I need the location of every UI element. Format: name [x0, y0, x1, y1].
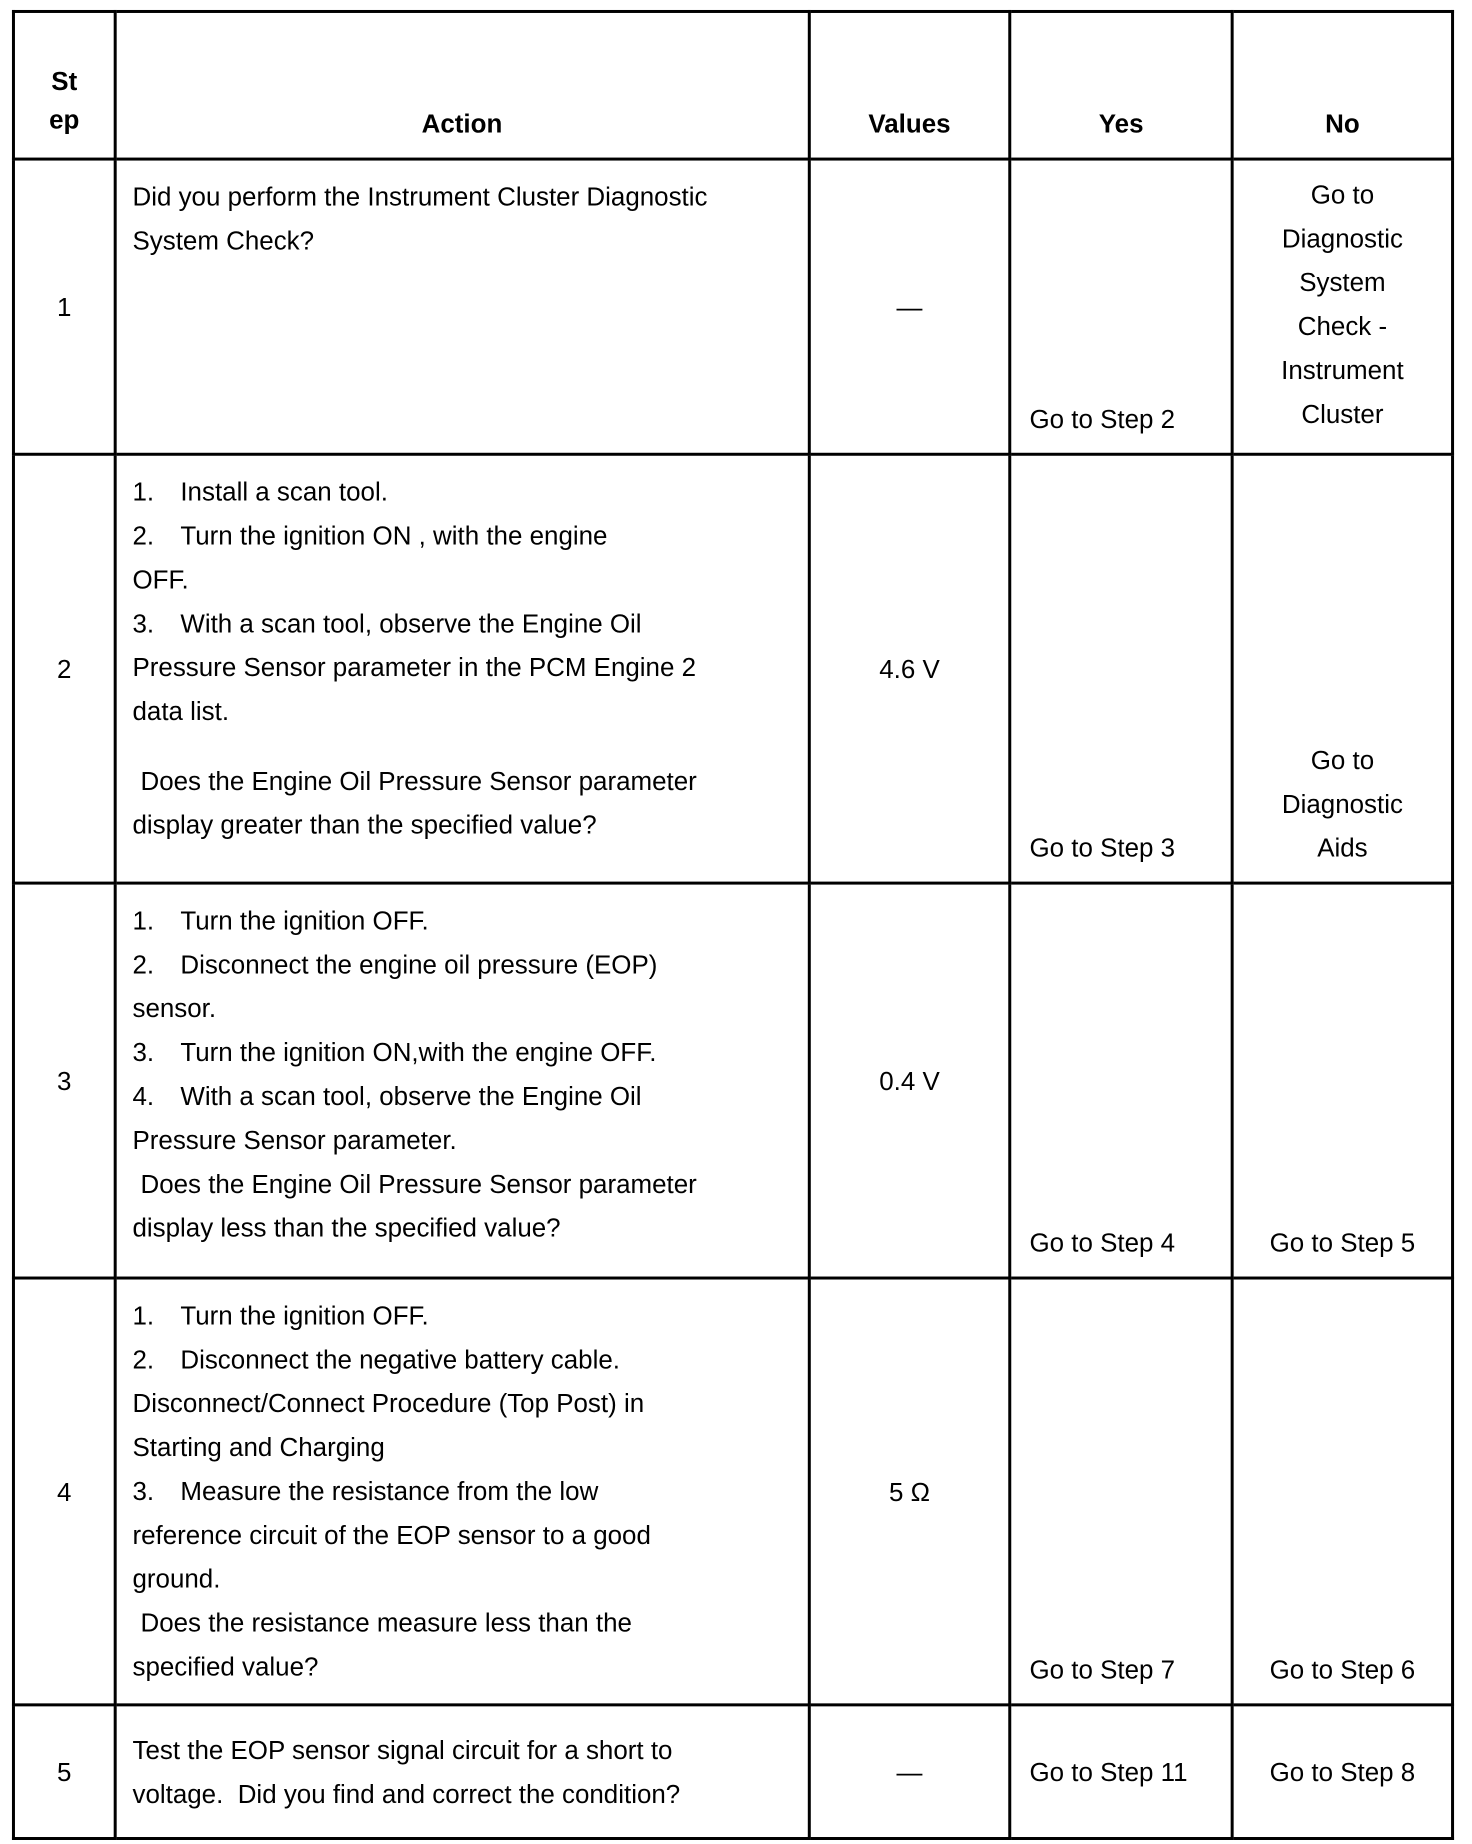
value-cell: — [809, 159, 1010, 454]
step-number: 2 [13, 454, 115, 883]
action-cell: Did you perform the Instrument Cluster Diagnostic System Check? [115, 159, 809, 454]
table-row [13, 1705, 1452, 1839]
value-cell: 5 Ω [809, 1278, 1010, 1705]
step-number: 4 [13, 1278, 115, 1705]
value-cell: 4.6 V [809, 454, 1010, 883]
action-cell: 1. Install a scan tool. 2. Turn the ignition ON , with the engine OFF. 3. With a scan tool, observe the Engine Oil Pressure Sensor parameter in the PCM Engine 2 data list. Does the Engine Oil Pressure Sensor parameter display greater than the specified value? [115, 454, 809, 883]
table-row [13, 1278, 1452, 1705]
table-row [13, 159, 1452, 454]
table-row [13, 883, 1452, 1278]
table-row [13, 454, 1452, 883]
header-step: St ep [13, 11, 115, 159]
step-number: 1 [13, 159, 115, 454]
yes-cell: Go to Step 11 [1010, 1705, 1232, 1839]
diagnostic-table [12, 10, 1454, 1840]
yes-cell: Go to Step 2 [1010, 159, 1232, 454]
action-cell: 1. Turn the ignition OFF. 2. Disconnect the engine oil pressure (EOP) sensor. 3. Turn the ignition ON,with the engine OFF. 4. With a scan tool, observe the Engine Oil Pressure Sensor parameter. Does the Engine Oil Pressure Sensor parameter display less than the specified value? [115, 883, 809, 1278]
step-number: 5 [13, 1705, 115, 1839]
action-cell: Test the EOP sensor signal circuit for a short to voltage. Did you find and correct the condition? [115, 1705, 809, 1839]
action-cell: 1. Turn the ignition OFF. 2. Disconnect the negative battery cable. Disconnect/Connect Procedure (Top Post) in Starting and Charging 3. Measure the resistance from the low reference circuit of the EOP sensor to a good ground. Does the resistance measure less than the specified value? [115, 1278, 809, 1705]
value-cell: — [809, 1705, 1010, 1839]
header-action: Action [115, 11, 809, 159]
no-cell: Go to Step 5 [1232, 883, 1452, 1278]
yes-cell: Go to Step 3 [1010, 454, 1232, 883]
no-cell: Go to Step 8 [1232, 1705, 1452, 1839]
header-no: No [1232, 11, 1452, 159]
no-cell: Go to Step 6 [1232, 1278, 1452, 1705]
table-header-row [13, 11, 1452, 159]
no-cell: Go to Diagnostic Aids [1232, 454, 1452, 883]
header-values: Values [809, 11, 1010, 159]
header-yes: Yes [1010, 11, 1232, 159]
no-cell: Go to Diagnostic System Check - Instrument Cluster [1232, 159, 1452, 454]
value-cell: 0.4 V [809, 883, 1010, 1278]
yes-cell: Go to Step 7 [1010, 1278, 1232, 1705]
yes-cell: Go to Step 4 [1010, 883, 1232, 1278]
step-number: 3 [13, 883, 115, 1278]
